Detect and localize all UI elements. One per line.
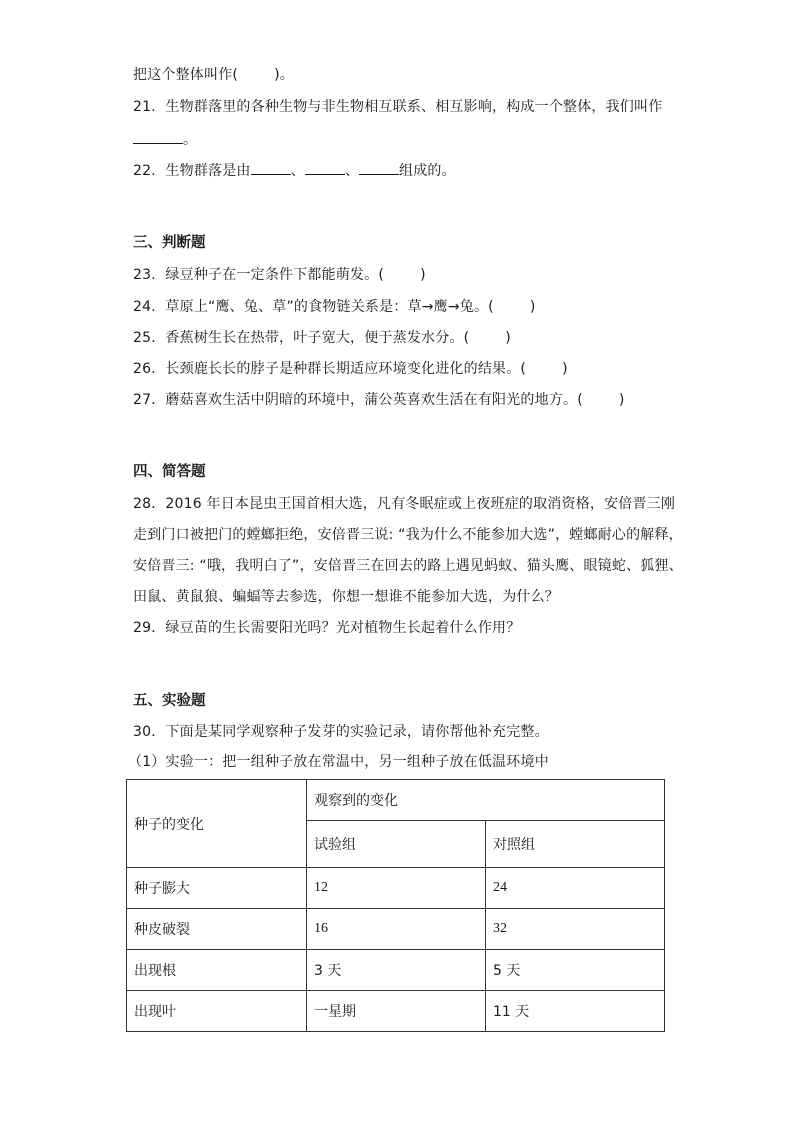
q25-text: 25．香蕉树生长在热带，叶子宽大，便于蒸发水分。( [133,330,470,346]
q27-text: 27．蘑菇喜欢生活中阴暗的环境中，蒲公英喜欢生活在有阳光的地方。( [133,392,583,408]
q20-close: )。 [274,67,294,83]
cell-test: 一星期 [307,991,486,1032]
cell-test: 12 [307,868,486,909]
q23-text: 23．绿豆种子在一定条件下都能萌发。( [133,267,385,283]
section5-title: 五、实验题 [133,693,206,709]
q22-sep: 、 [290,163,305,179]
q21-line1: 21．生物群落里的各种生物与非生物相互联系、相互影响，构成一个整体，我们叫作 [133,99,663,115]
section3-title: 三、判断题 [133,235,206,251]
q24 [133,297,536,317]
row-label: 出现根 [127,950,307,991]
q22-start: 22．生物群落是由 [133,163,251,179]
table-header-row [127,780,665,821]
answer-blank [133,129,183,144]
q26-text: 26．长颈鹿长长的脖子是种群长期适应环境变化进化的结果。( [133,361,527,377]
q24-text: 24．草原上“鹰、兔、草”的食物链关系是：草→鹰→兔。( [133,299,494,315]
group-header-cell: 观察到的变化 [307,780,665,821]
cell-control: 5 天 [486,950,665,991]
cell-control: 32 [486,909,665,950]
q30-sub1: （1）实验一：把一组种子放在常温中，另一组种子放在低温环境中 [128,754,549,770]
col-header-test: 试验组 [307,821,486,868]
q28-line1: 28．2016 年日本昆虫王国首相大选，凡有冬眠症或上夜班症的取消资格，安倍晋三刚 [133,496,676,512]
q23 [133,265,426,285]
q20-tail [133,65,294,85]
q22 [133,160,456,181]
section4-title: 四、简答题 [133,464,206,480]
q22-end: 组成的。 [399,163,456,179]
q30: 30．下面是某同学观察种子发芽的实验记录，请你帮他补充完整。 [133,724,549,740]
paren-close: ) [562,361,568,377]
q27 [133,390,625,410]
answer-blank [251,160,291,175]
paren-close: ) [618,392,625,408]
q22-sep: 、 [344,163,360,179]
cell-control: 11 天 [486,991,665,1032]
q28-line2: 走到门口被把门的螳螂拒绝，安倍晋三说: “我为什么不能参加大选”，螳螂耐心的解释， [133,527,683,543]
q21-line2 [133,129,197,150]
observation-table [126,779,665,1032]
cell-test: 16 [307,909,486,950]
q25 [133,328,511,348]
q29: 29．绿豆苗的生长需要阳光吗？光对植物生长起着什么作用？ [133,620,521,636]
row-label: 种皮破裂 [127,909,307,950]
paren-close: ) [420,267,426,283]
table-row [127,909,665,950]
paren-close: ) [529,299,536,315]
q21-end: 。 [183,132,198,148]
cell-control: 24 [486,868,665,909]
q28-line3: 安倍晋三: “哦，我明白了”，安倍晋三在回去的路上遇见蚂蚁、猫头鹰、眼镜蛇、狐狸、 [133,558,683,574]
table-row [127,868,665,909]
q26 [133,359,568,379]
q20-text: 把这个整体叫作( [133,67,239,83]
paren-close: ) [505,330,511,346]
table-row [127,991,665,1032]
row-header-cell: 种子的变化 [127,780,307,868]
q28-line4: 田鼠、黄鼠狼、蝙蝠等去参选，你想一想谁不能参加大选，为什么？ [133,589,559,605]
row-label: 出现叶 [127,991,307,1032]
col-header-control: 对照组 [486,821,665,868]
cell-test: 3 天 [307,950,486,991]
table-row [127,950,665,991]
row-label: 种子膨大 [127,868,307,909]
answer-blank [359,160,399,175]
answer-blank [305,160,345,175]
